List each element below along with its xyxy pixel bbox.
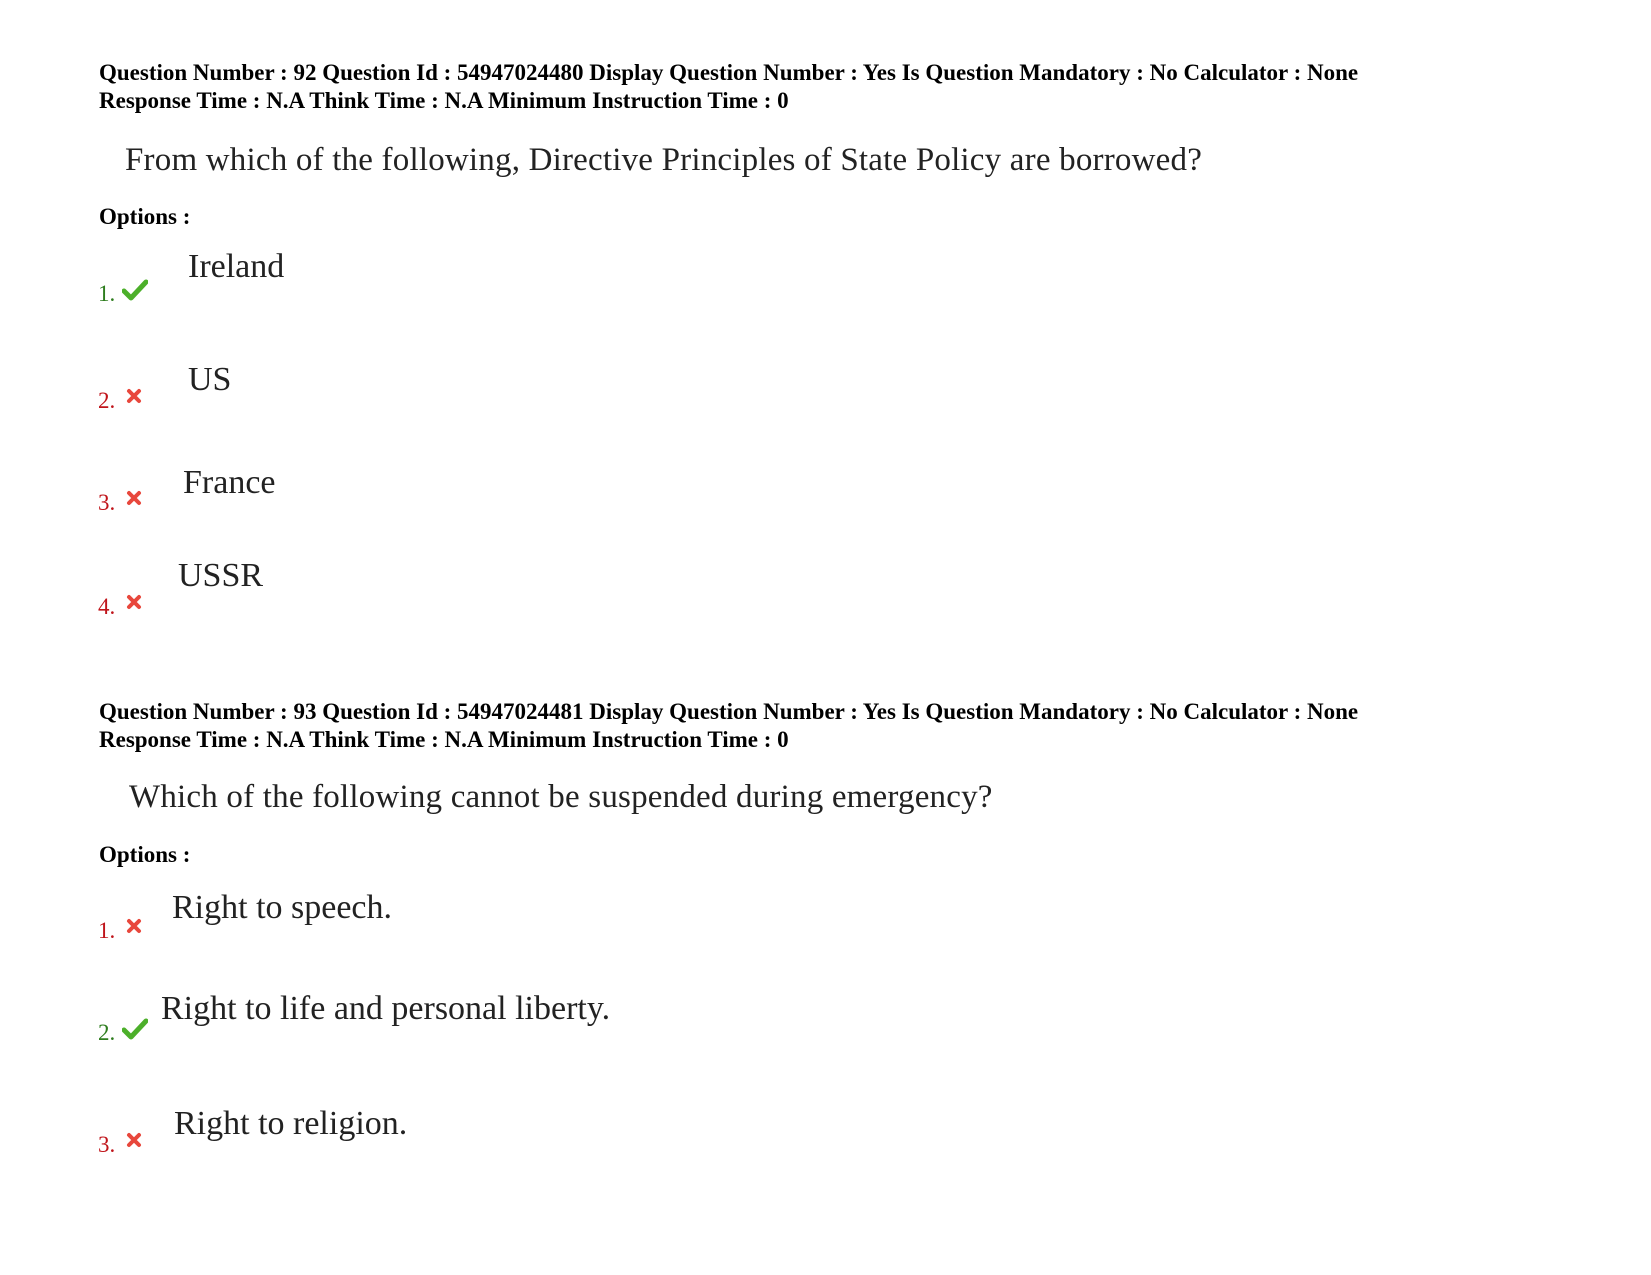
check-icon <box>122 279 148 301</box>
option-text: US <box>188 361 232 398</box>
option-number: 1. <box>98 918 116 943</box>
question-92-options-label: Options : <box>99 204 191 229</box>
question-93-text: Which of the following cannot be suspended during emergency? <box>129 779 993 815</box>
option-number: 1. <box>98 281 116 306</box>
option-number: 2. <box>98 388 116 413</box>
question-92-text: From which of the following, Directive Principles of State Policy are borrowed? <box>125 142 1203 178</box>
question-92-meta <box>99 59 1358 115</box>
check-icon <box>122 1018 148 1040</box>
option-number: 3. <box>98 1132 116 1157</box>
option-text: Right to religion. <box>174 1105 408 1142</box>
cross-icon <box>126 388 142 404</box>
question-93-meta <box>99 698 1358 754</box>
question-meta-line-1: Question Number : 92 Question Id : 54947024480 Display Question Number : Yes Is Question Mandatory : No Calculator : None <box>99 60 1359 85</box>
option-text: USSR <box>178 557 264 594</box>
option-number: 4. <box>98 594 116 619</box>
cross-icon <box>126 594 142 610</box>
question-meta-line-1: Question Number : 93 Question Id : 54947024481 Display Question Number : Yes Is Question Mandatory : No Calculator : None <box>99 699 1359 724</box>
option-text: France <box>183 464 276 501</box>
option-text: Ireland <box>188 248 285 285</box>
option-text: Right to life and personal liberty. <box>161 990 611 1027</box>
question-93-options-label: Options : <box>99 842 191 867</box>
cross-icon <box>126 918 142 934</box>
cross-icon <box>126 1132 142 1148</box>
cross-icon <box>126 490 142 506</box>
question-meta-line-2: Response Time : N.A Think Time : N.A Minimum Instruction Time : 0 <box>99 727 789 752</box>
option-number: 3. <box>98 490 116 515</box>
question-meta-line-2: Response Time : N.A Think Time : N.A Minimum Instruction Time : 0 <box>99 88 789 113</box>
option-number: 2. <box>98 1020 116 1045</box>
option-text: Right to speech. <box>172 889 393 926</box>
